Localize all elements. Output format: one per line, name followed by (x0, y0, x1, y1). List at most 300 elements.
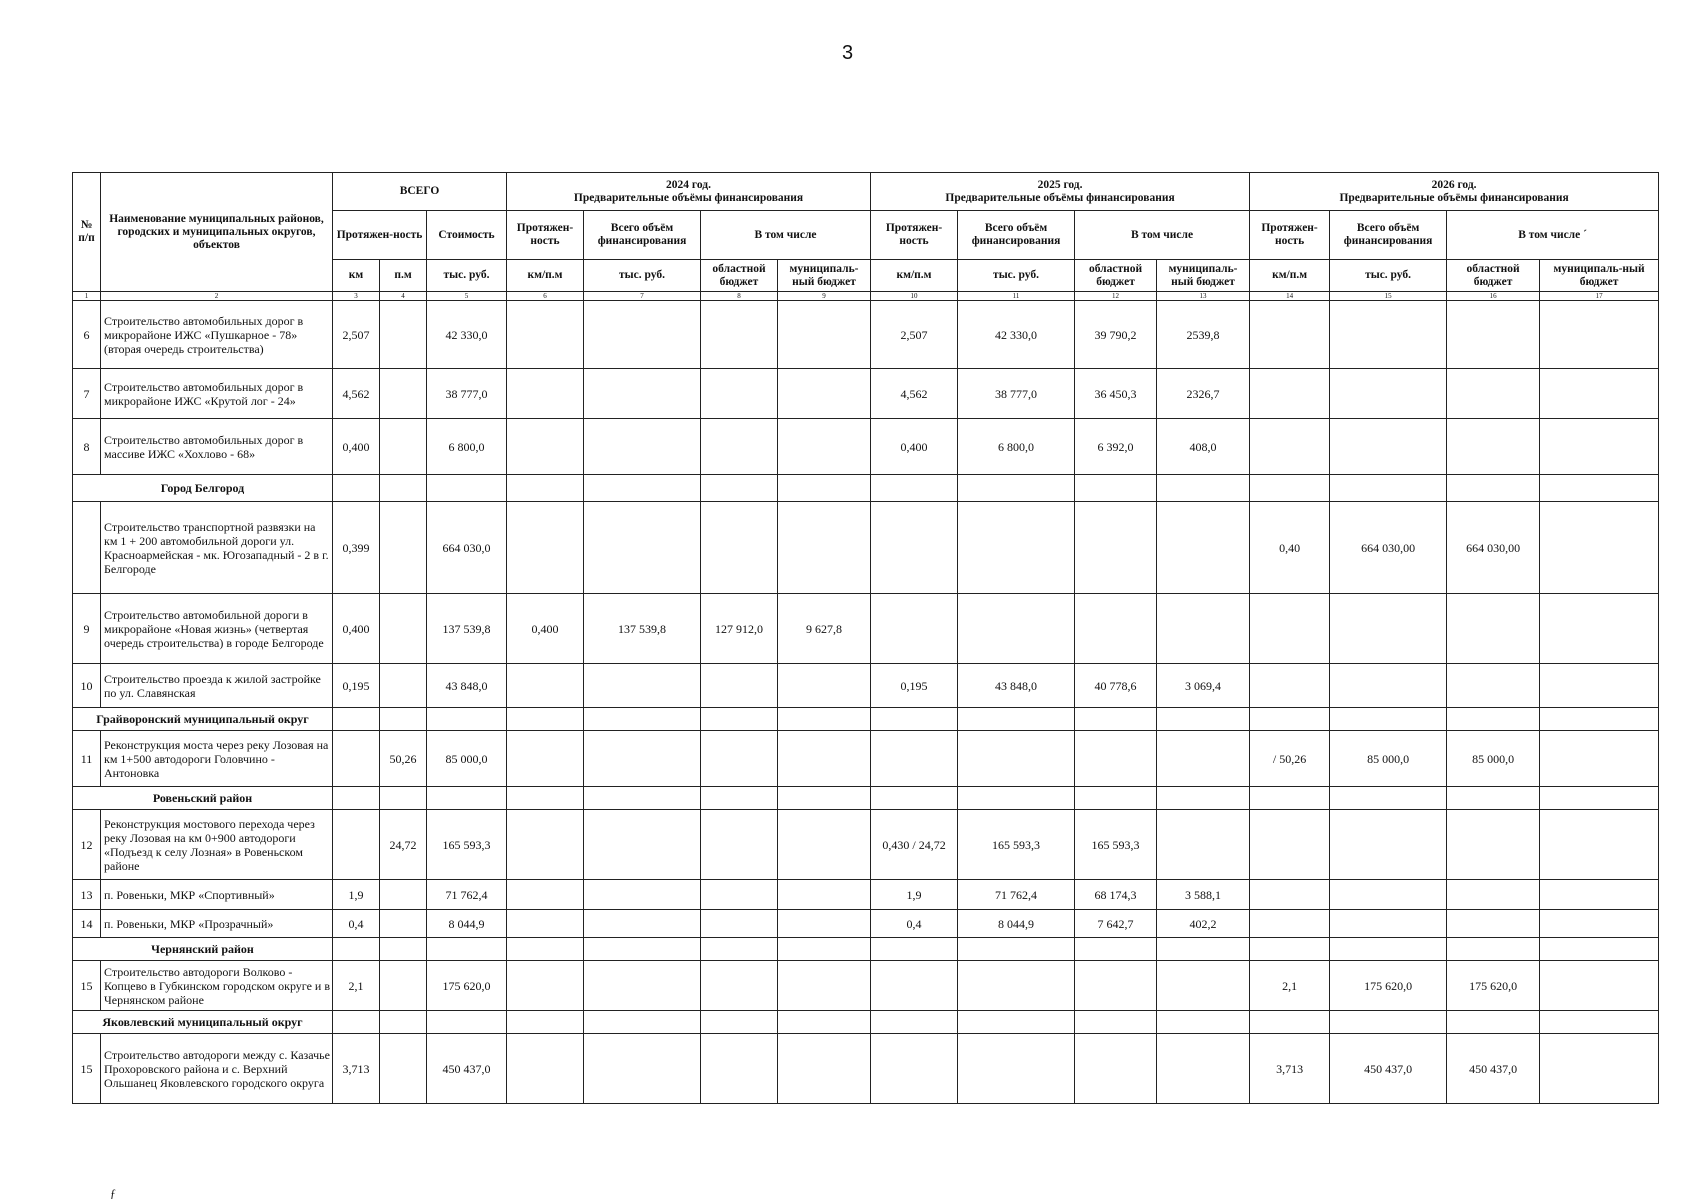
table-cell: / 50,26 (1250, 731, 1330, 787)
table-cell (380, 502, 427, 594)
table-row (73, 1034, 1659, 1104)
table-cell (507, 880, 584, 910)
financing-2024-header: Всего объём финансирования (584, 211, 701, 260)
table-cell (1447, 664, 1540, 708)
table-cell (778, 910, 871, 938)
table-cell (701, 301, 778, 369)
table-cell: 1,9 (871, 880, 958, 910)
table-cell: 0,195 (333, 664, 380, 708)
table-cell (1447, 910, 1540, 938)
table-cell: 402,2 (1157, 910, 1250, 938)
region-row (73, 938, 1659, 961)
object-name: п. Ровеньки, МКР «Спортивный» (101, 880, 333, 910)
table-row (73, 810, 1659, 880)
table-cell (507, 708, 584, 731)
row-number: 15 (73, 1034, 101, 1104)
table-cell (1330, 475, 1447, 502)
table-cell (1447, 419, 1540, 475)
regional-2026: областной бюджет (1447, 260, 1540, 292)
unit-rub: тыс. руб. (427, 260, 507, 292)
table-cell (1330, 810, 1447, 880)
row-number: 6 (73, 301, 101, 369)
table-cell: 3,713 (333, 1034, 380, 1104)
table-cell (507, 938, 584, 961)
table-cell: 68 174,3 (1075, 880, 1157, 910)
column-index: 1 (73, 292, 101, 301)
table-cell (380, 664, 427, 708)
object-name: Строительство транспортной развязки на км 1 + 200 автомобильной дороги ул. Красноармейская - мк. Югозападный - 2 в г. Белгороде (101, 502, 333, 594)
table-cell (584, 369, 701, 419)
table-cell (778, 731, 871, 787)
table-cell: 39 790,2 (1075, 301, 1157, 369)
table-cell: 175 620,0 (1447, 961, 1540, 1011)
table-cell (701, 1034, 778, 1104)
table-cell (1540, 594, 1659, 664)
table-cell (1157, 502, 1250, 594)
footer-mark: ƒ (110, 1186, 116, 1200)
table-cell (1330, 787, 1447, 810)
table-row (73, 419, 1659, 475)
region-title: Город Белгород (73, 475, 333, 502)
table-cell (1157, 1034, 1250, 1104)
table-cell: 165 593,3 (427, 810, 507, 880)
unit-kmpm-2026: км/п.м (1250, 260, 1330, 292)
table-cell (507, 301, 584, 369)
table-cell (1447, 787, 1540, 810)
table-cell (507, 810, 584, 880)
table-cell (1447, 880, 1540, 910)
including-2026-header: В том числе ˊ (1447, 211, 1659, 260)
row-number: 13 (73, 880, 101, 910)
table-cell: 0,195 (871, 664, 958, 708)
table-cell: 664 030,0 (427, 502, 507, 594)
region-row (73, 1011, 1659, 1034)
unit-rub-2024: тыс. руб. (584, 260, 701, 292)
table-cell: 0,400 (871, 419, 958, 475)
table-cell (778, 502, 871, 594)
table-cell: 71 762,4 (958, 880, 1075, 910)
table-cell: 3 588,1 (1157, 880, 1250, 910)
table-cell (1330, 594, 1447, 664)
region-row (73, 787, 1659, 810)
table-cell (584, 787, 701, 810)
table-cell (958, 961, 1075, 1011)
table-cell (1250, 1011, 1330, 1034)
table-cell: 0,400 (333, 594, 380, 664)
table-cell (507, 787, 584, 810)
object-name: Строительство автомобильных дорог в микрорайоне ИЖС «Крутой лог - 24» (101, 369, 333, 419)
column-index: 6 (507, 292, 584, 301)
financing-2026-header: Всего объём финансирования (1330, 211, 1447, 260)
table-cell (333, 938, 380, 961)
table-cell (1447, 475, 1540, 502)
col-name-header: Наименование муниципальных районов, городских и муниципальных округов, объектов (101, 173, 333, 292)
table-cell (427, 787, 507, 810)
row-number: 11 (73, 731, 101, 787)
table-cell: 42 330,0 (427, 301, 507, 369)
table-cell (778, 938, 871, 961)
row-number: 12 (73, 810, 101, 880)
table-cell (1250, 810, 1330, 880)
table-cell (380, 475, 427, 502)
table-cell (333, 731, 380, 787)
table-cell (584, 938, 701, 961)
table-cell (871, 938, 958, 961)
table-cell (1540, 419, 1659, 475)
column-index: 17 (1540, 292, 1659, 301)
table-cell (427, 708, 507, 731)
table-cell (1330, 664, 1447, 708)
table-row (73, 301, 1659, 369)
table-cell (333, 475, 380, 502)
table-cell (778, 419, 871, 475)
column-index: 3 (333, 292, 380, 301)
table-cell: 4,562 (871, 369, 958, 419)
table-cell (1330, 419, 1447, 475)
table-cell (333, 787, 380, 810)
table-cell: 38 777,0 (958, 369, 1075, 419)
table-cell (701, 419, 778, 475)
length-2026-header: Протяжен-ность (1250, 211, 1330, 260)
table-cell: 8 044,9 (427, 910, 507, 938)
table-cell: 2,507 (333, 301, 380, 369)
table-cell (1075, 1034, 1157, 1104)
table-cell (871, 1034, 958, 1104)
table-cell (958, 475, 1075, 502)
object-name: п. Ровеньки, МКР «Прозрачный» (101, 910, 333, 938)
region-title: Яковлевский муниципальный округ (73, 1011, 333, 1034)
object-name: Реконструкция мостового перехода через реку Лозовая на км 0+900 автодороги «Подъезд к селу Лозная» в Ровеньском районе (101, 810, 333, 880)
table-cell: 0,399 (333, 502, 380, 594)
table-cell: 9 627,8 (778, 594, 871, 664)
table-cell (778, 708, 871, 731)
table-cell (958, 502, 1075, 594)
table-cell (1447, 938, 1540, 961)
table-cell: 408,0 (1157, 419, 1250, 475)
table-cell (380, 419, 427, 475)
table-cell (958, 594, 1075, 664)
table-cell (871, 1011, 958, 1034)
table-cell (380, 301, 427, 369)
table-cell: 40 778,6 (1075, 664, 1157, 708)
table-row (73, 880, 1659, 910)
column-index: 12 (1075, 292, 1157, 301)
total-length-header: Протяжен-ность (333, 211, 427, 260)
table-cell: 450 437,0 (1447, 1034, 1540, 1104)
column-index: 5 (427, 292, 507, 301)
table-cell: 664 030,00 (1330, 502, 1447, 594)
table-cell: 2,1 (333, 961, 380, 1011)
table-cell (958, 787, 1075, 810)
table-cell (380, 880, 427, 910)
table-cell (1540, 1034, 1659, 1104)
table-cell (1075, 475, 1157, 502)
table-cell (427, 938, 507, 961)
table-cell (701, 731, 778, 787)
table-cell: 2326,7 (1157, 369, 1250, 419)
table-cell (701, 810, 778, 880)
table-cell: 450 437,0 (1330, 1034, 1447, 1104)
financing-table (72, 172, 1659, 1104)
table-cell: 175 620,0 (1330, 961, 1447, 1011)
table-cell (1540, 910, 1659, 938)
table-row (73, 502, 1659, 594)
table-cell (584, 810, 701, 880)
table-cell (1075, 961, 1157, 1011)
region-title: Грайворонский муниципальный округ (73, 708, 333, 731)
table-cell (1250, 475, 1330, 502)
table-cell (1540, 502, 1659, 594)
table-cell (584, 731, 701, 787)
table-cell (778, 369, 871, 419)
table-cell (1330, 708, 1447, 731)
table-cell: 450 437,0 (427, 1034, 507, 1104)
table-cell (584, 419, 701, 475)
length-2024-header: Протяжен-ность (507, 211, 584, 260)
table-cell (1447, 369, 1540, 419)
year-2025-header: 2025 год. Предварительные объёмы финансирования (871, 173, 1250, 211)
table-cell (1075, 708, 1157, 731)
table-cell (584, 475, 701, 502)
table-cell: 8 044,9 (958, 910, 1075, 938)
table-cell: 0,400 (333, 419, 380, 475)
table-cell: 0,430 / 24,72 (871, 810, 958, 880)
table-cell (507, 369, 584, 419)
table-cell (958, 1011, 1075, 1034)
column-index: 15 (1330, 292, 1447, 301)
table-cell: 2539,8 (1157, 301, 1250, 369)
table-cell (701, 1011, 778, 1034)
table-cell (507, 1034, 584, 1104)
column-index-row (73, 292, 1659, 301)
table-cell (584, 880, 701, 910)
total-header: ВСЕГО (333, 173, 507, 211)
financing-2025-header: Всего объём финансирования (958, 211, 1075, 260)
table-cell: 165 593,3 (1075, 810, 1157, 880)
table-cell (701, 369, 778, 419)
including-2025-header: В том числе (1075, 211, 1250, 260)
table-cell (380, 1034, 427, 1104)
table-cell (778, 961, 871, 1011)
table-cell (507, 961, 584, 1011)
table-row (73, 594, 1659, 664)
table-cell (507, 502, 584, 594)
table-cell (1075, 1011, 1157, 1034)
table-cell (584, 1011, 701, 1034)
table-cell (507, 419, 584, 475)
total-cost-header: Стоимость (427, 211, 507, 260)
row-number: 8 (73, 419, 101, 475)
table-cell (1330, 301, 1447, 369)
column-index: 8 (701, 292, 778, 301)
row-number: 10 (73, 664, 101, 708)
table-cell (1075, 502, 1157, 594)
column-index: 9 (778, 292, 871, 301)
table-cell (1330, 1011, 1447, 1034)
unit-kmpm-2024: км/п.м (507, 260, 584, 292)
table-cell (958, 938, 1075, 961)
table-cell (871, 594, 958, 664)
column-index: 7 (584, 292, 701, 301)
table-cell (380, 594, 427, 664)
year-2024-header: 2024 год. Предварительные объёмы финансирования (507, 173, 871, 211)
table-cell: 127 912,0 (701, 594, 778, 664)
length-2025-header: Протяжен-ность (871, 211, 958, 260)
column-index: 10 (871, 292, 958, 301)
table-cell: 42 330,0 (958, 301, 1075, 369)
table-cell (701, 880, 778, 910)
table-cell (701, 475, 778, 502)
table-cell (958, 1034, 1075, 1104)
table-cell (333, 810, 380, 880)
object-name: Реконструкция моста через реку Лозовая на км 1+500 автодороги Головчино - Антоновка (101, 731, 333, 787)
column-index: 4 (380, 292, 427, 301)
table-cell (584, 1034, 701, 1104)
table-cell (1447, 301, 1540, 369)
col-num-header: № п/п (73, 173, 101, 292)
table-cell: 43 848,0 (427, 664, 507, 708)
table-cell (871, 787, 958, 810)
table-cell (1075, 731, 1157, 787)
table-cell (1447, 708, 1540, 731)
table-cell (1075, 787, 1157, 810)
table-cell: 3 069,4 (1157, 664, 1250, 708)
unit-rub-2026: тыс. руб. (1330, 260, 1447, 292)
table-cell (1157, 594, 1250, 664)
table-cell (584, 502, 701, 594)
table-cell (1540, 938, 1659, 961)
page-number: 3 (841, 42, 854, 64)
row-number: 7 (73, 369, 101, 419)
table-cell (1250, 594, 1330, 664)
table-cell: 0,40 (1250, 502, 1330, 594)
object-name: Строительство автодороги между с. Казачье Прохоровского района и с. Верхний Ольшанец Яковлевского городского округа (101, 1034, 333, 1104)
table-cell (701, 938, 778, 961)
table-cell (380, 961, 427, 1011)
region-row (73, 708, 1659, 731)
table-cell (380, 910, 427, 938)
table-cell (507, 910, 584, 938)
including-2024-header: В том числе (701, 211, 871, 260)
regional-2025: областной бюджет (1075, 260, 1157, 292)
table-cell: 137 539,8 (584, 594, 701, 664)
unit-kmpm-2025: км/п.м (871, 260, 958, 292)
table-cell (701, 961, 778, 1011)
object-name: Строительство автомобильных дорог в массиве ИЖС «Хохлово - 68» (101, 419, 333, 475)
table-cell (380, 938, 427, 961)
table-cell (1157, 475, 1250, 502)
table-cell (1540, 301, 1659, 369)
table-cell (1540, 810, 1659, 880)
table-cell (507, 475, 584, 502)
table-cell (1075, 594, 1157, 664)
table-cell (1540, 731, 1659, 787)
table-cell (1157, 938, 1250, 961)
table-cell (778, 301, 871, 369)
table-cell (333, 1011, 380, 1034)
table-cell (380, 708, 427, 731)
table-cell (380, 369, 427, 419)
table-cell (1447, 594, 1540, 664)
table-cell (584, 961, 701, 1011)
table-cell (1540, 664, 1659, 708)
table-cell (701, 664, 778, 708)
object-name: Строительство автодороги Волково - Копцево в Губкинском городском округе и в Чернянском районе (101, 961, 333, 1011)
table-cell (1157, 961, 1250, 1011)
object-name: Строительство автомобильной дороги в микрорайоне «Новая жизнь» (четвертая очередь строительства) в городе Белгороде (101, 594, 333, 664)
regional-2024: областной бюджет (701, 260, 778, 292)
table-cell: 85 000,0 (1447, 731, 1540, 787)
table-cell (1075, 938, 1157, 961)
table-cell (1157, 1011, 1250, 1034)
table-cell (507, 664, 584, 708)
table-row (73, 731, 1659, 787)
table-cell (1157, 787, 1250, 810)
table-cell (1540, 369, 1659, 419)
municipal-2026: муниципаль-ный бюджет (1540, 260, 1659, 292)
table-cell: 175 620,0 (427, 961, 507, 1011)
region-title: Чернянский район (73, 938, 333, 961)
table-cell: 137 539,8 (427, 594, 507, 664)
table-cell (871, 731, 958, 787)
row-number: 15 (73, 961, 101, 1011)
table-cell (584, 708, 701, 731)
table-cell: 2,507 (871, 301, 958, 369)
table-cell (1250, 708, 1330, 731)
table-cell: 36 450,3 (1075, 369, 1157, 419)
table-cell (778, 1011, 871, 1034)
table-cell (871, 961, 958, 1011)
year-2026-header: 2026 год. Предварительные объёмы финансирования (1250, 173, 1659, 211)
table-cell (1250, 664, 1330, 708)
table-cell: 7 642,7 (1075, 910, 1157, 938)
table-cell: 6 392,0 (1075, 419, 1157, 475)
table-cell (1250, 910, 1330, 938)
table-cell (1540, 880, 1659, 910)
table-cell: 0,4 (871, 910, 958, 938)
table-cell (778, 787, 871, 810)
table-cell (1157, 731, 1250, 787)
table-cell (778, 1034, 871, 1104)
unit-km: км (333, 260, 380, 292)
table-cell: 165 593,3 (958, 810, 1075, 880)
table-cell (958, 731, 1075, 787)
table-cell (1540, 708, 1659, 731)
table-cell: 71 762,4 (427, 880, 507, 910)
unit-pm: п.м (380, 260, 427, 292)
table-cell: 50,26 (380, 731, 427, 787)
table-cell: 0,4 (333, 910, 380, 938)
table-cell (1540, 475, 1659, 502)
table-cell (958, 708, 1075, 731)
table-cell (1330, 938, 1447, 961)
municipal-2025: муниципаль-ный бюджет (1157, 260, 1250, 292)
table-cell (871, 475, 958, 502)
table-cell (1157, 810, 1250, 880)
table-cell: 4,562 (333, 369, 380, 419)
table-cell: 38 777,0 (427, 369, 507, 419)
table-cell: 1,9 (333, 880, 380, 910)
column-index: 13 (1157, 292, 1250, 301)
table-cell (1250, 369, 1330, 419)
table-cell (1250, 880, 1330, 910)
table-cell (1250, 938, 1330, 961)
table-cell (1540, 787, 1659, 810)
table-cell (1250, 787, 1330, 810)
table-cell (778, 664, 871, 708)
table-cell: 6 800,0 (427, 419, 507, 475)
table-cell (701, 910, 778, 938)
